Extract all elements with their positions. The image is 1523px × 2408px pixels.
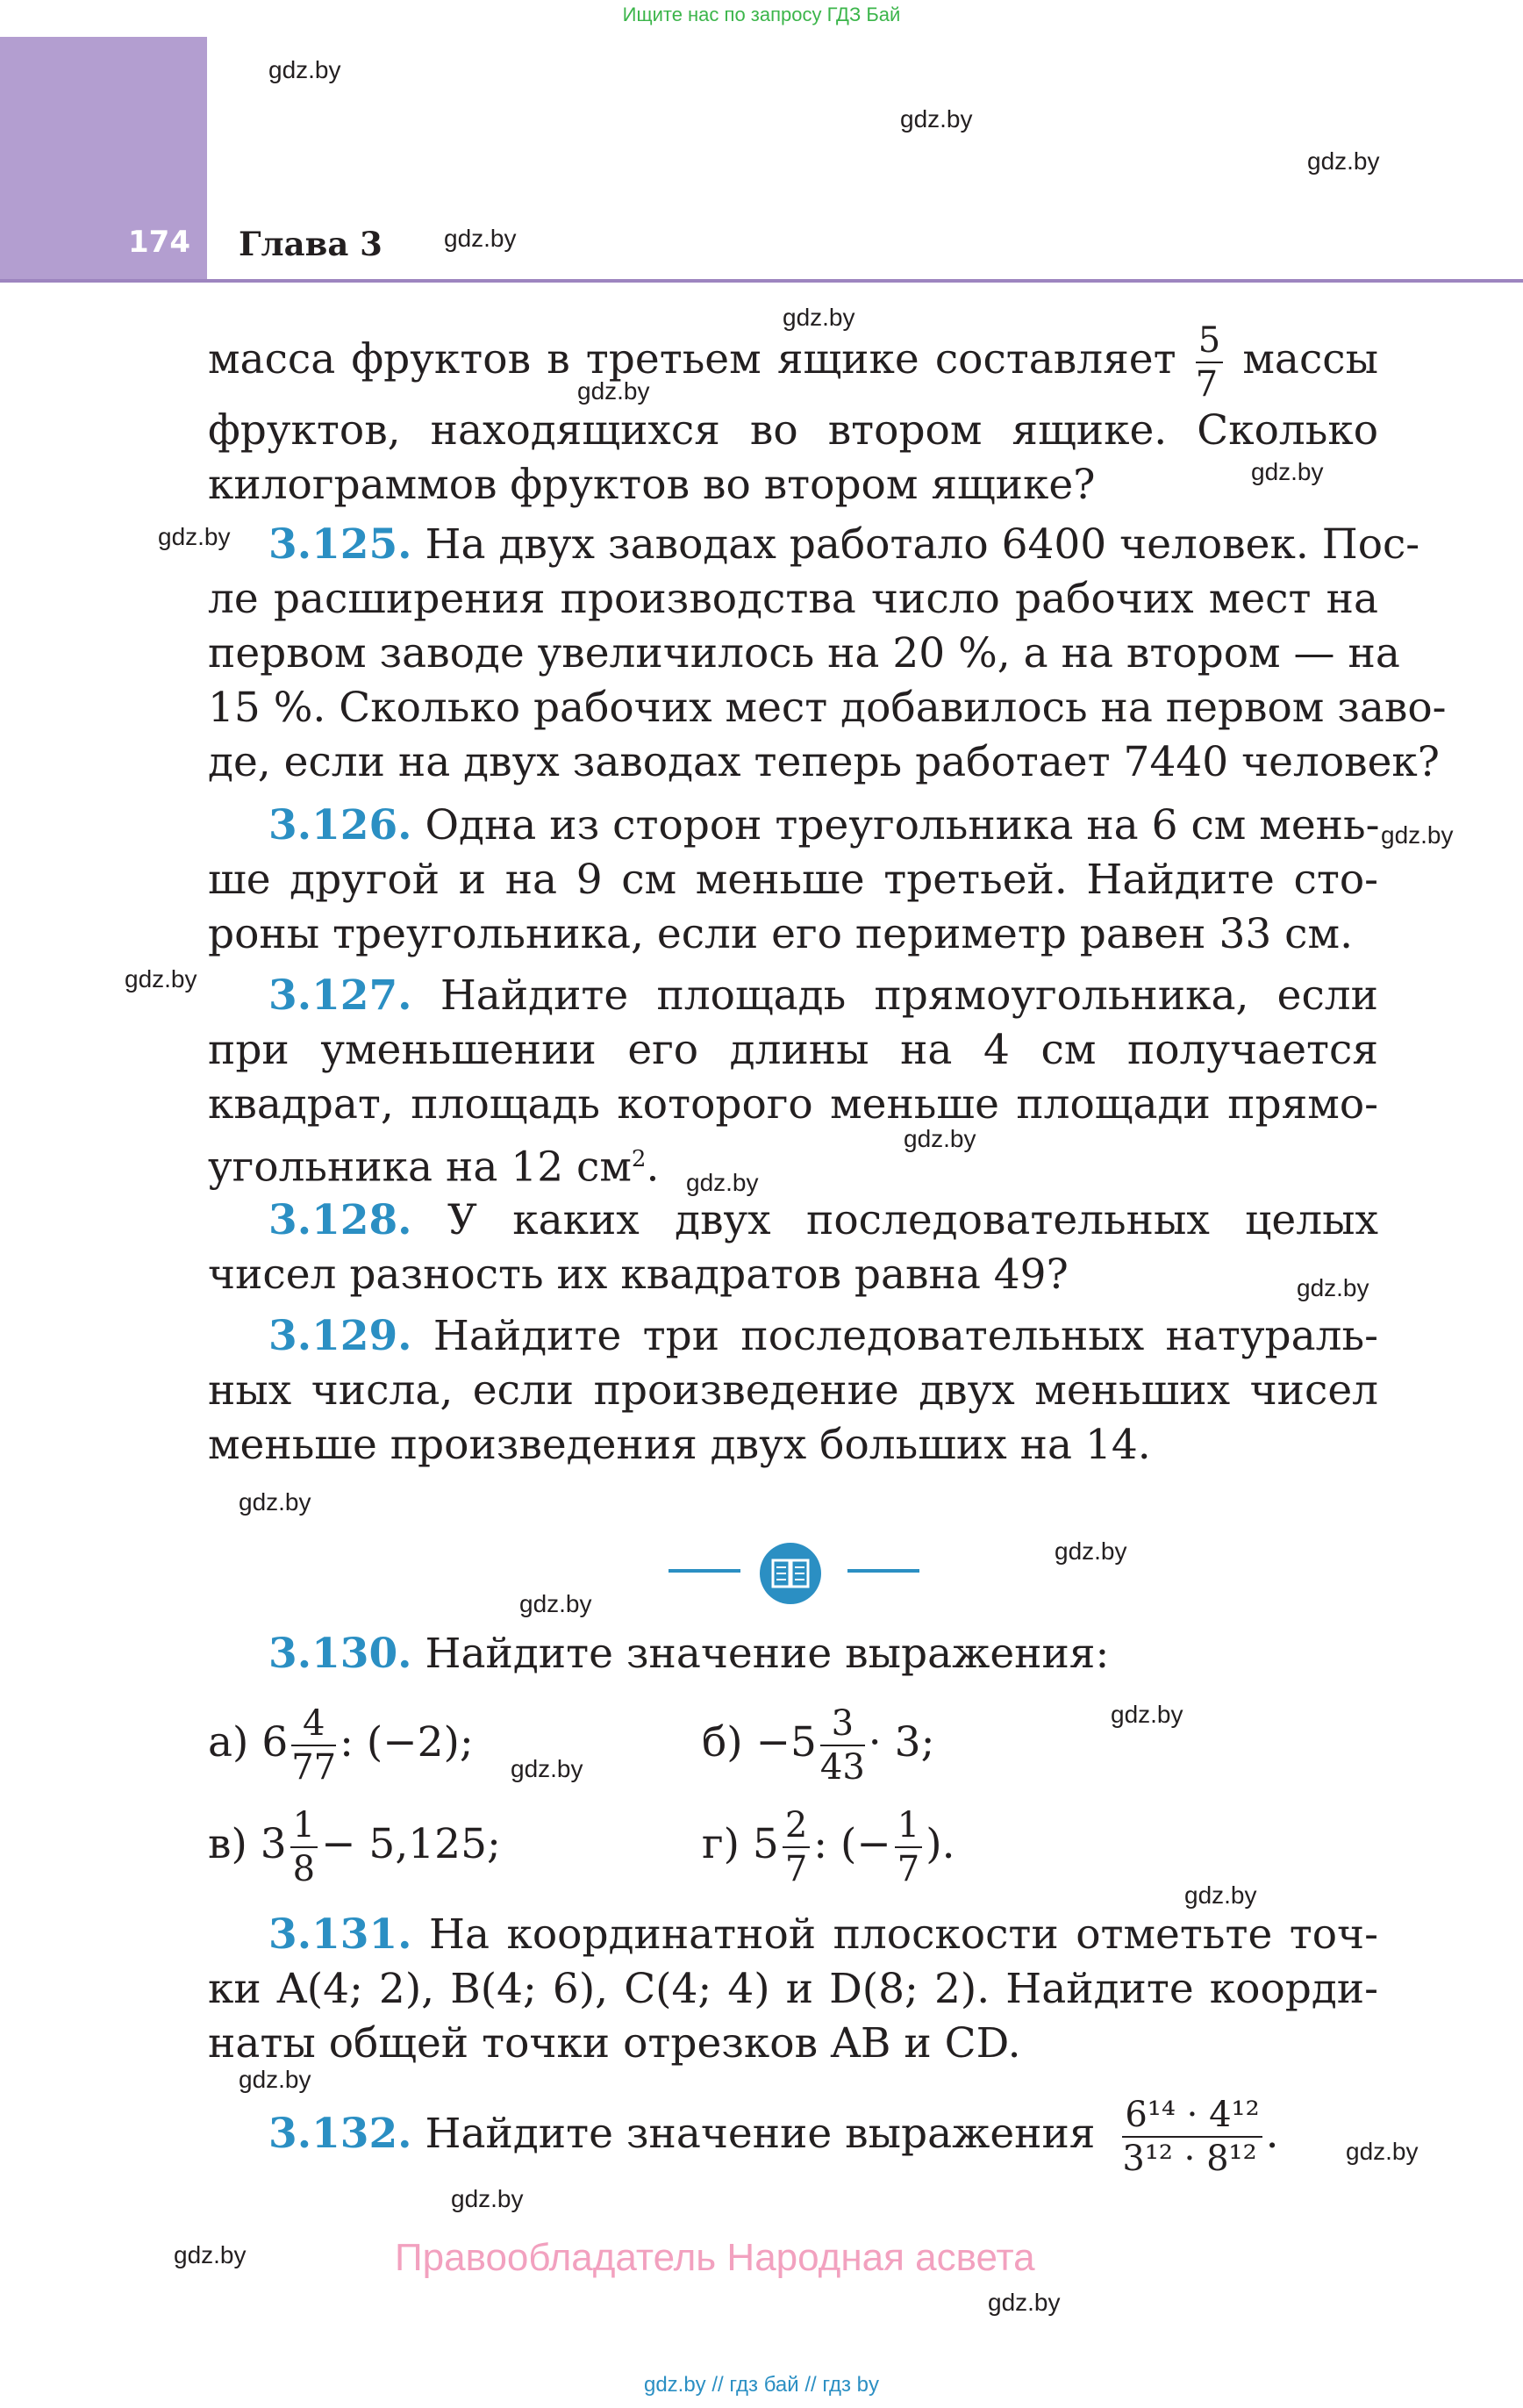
watermark: gdz.by	[1297, 1274, 1369, 1301]
task-130-a: а) 6 $\frac{4}{77}$ : (−2);	[208, 1703, 474, 1788]
text-line: килограммов фруктов во втором ящике?	[208, 461, 1096, 509]
text-line: ле расширения производства число рабочих мест на	[208, 575, 1378, 623]
problem-3-125: 3.125. На двух заводах работало 6400 человек. Пос-	[268, 520, 1420, 569]
watermark: gdz.by	[1111, 1701, 1183, 1728]
fraction: $\frac{5}{7}$	[1196, 323, 1223, 402]
text-line: меньше произведения двух больших на 14.	[208, 1421, 1151, 1469]
watermark: gdz.by	[239, 2066, 311, 2093]
problem-number: 3.129.	[268, 1312, 412, 1360]
watermark: gdz.by	[1055, 1537, 1127, 1565]
watermark: gdz.by	[900, 105, 973, 133]
problem-number: 3.130.	[268, 1630, 412, 1678]
text-line: 15 %. Сколько рабочих мест добавилось на первом заво-	[208, 684, 1447, 732]
top-banner[interactable]: Ищите нас по запросу ГДЗ Бай	[622, 4, 901, 25]
watermark: gdz.by	[519, 1590, 592, 1617]
problem-3-131: 3.131. На координатной плоскости отметьте точ-	[268, 1910, 1378, 1959]
watermark: gdz.by	[158, 523, 231, 550]
problem-number: 3.125.	[268, 520, 412, 569]
watermark: gdz.by	[268, 56, 341, 83]
page-number: 174	[128, 225, 190, 260]
problem-3-127: 3.127. Найдите площадь прямоугольника, если	[268, 971, 1378, 1020]
text-line: угольника на 12 $см^2$.	[208, 1143, 660, 1192]
problem-3-128: 3.128. У каких двух последовательных целых	[268, 1196, 1378, 1244]
text-line: чисел разность их квадратов равна 49?	[208, 1251, 1069, 1299]
watermark: gdz.by	[1346, 2138, 1419, 2165]
watermark: gdz.by	[1307, 147, 1380, 175]
problem-number: 3.127.	[268, 971, 412, 1020]
problem-3-129: 3.129. Найдите три последовательных натураль-	[268, 1312, 1378, 1360]
watermark: gdz.by	[1184, 1881, 1257, 1909]
text-line: первом заводе увеличилось на 20 %, а на втором — на	[208, 629, 1400, 677]
text-segment: масса фруктов в третьем ящике составляет	[208, 335, 1176, 383]
text-line: квадрат, площадь которого меньше площади прямо-	[208, 1080, 1378, 1129]
header-divider	[0, 279, 1523, 283]
text-line: фруктов, находящихся во втором ящике. Сколько	[208, 406, 1378, 455]
watermark: gdz.by	[577, 377, 650, 405]
text-line: роны треугольника, если его периметр равен 33 см.	[208, 910, 1354, 958]
footer-links[interactable]: gdz.by // гдз бай // гдз by	[643, 2373, 880, 2397]
text-segment: массы	[1242, 335, 1378, 383]
text-line: наты общей точки отрезков AB и CD.	[208, 2019, 1021, 2068]
watermark: gdz.by	[174, 2241, 247, 2268]
watermark: gdz.by	[125, 965, 197, 993]
watermark: gdz.by	[239, 1488, 311, 1516]
watermark: gdz.by	[451, 2185, 524, 2212]
fraction: $\frac{\text{6¹⁴ · 4¹²}}{\text{3¹² · 8¹²}}$	[1122, 2097, 1262, 2176]
section-divider-right	[847, 1569, 919, 1573]
text-line: при уменьшении его длины на 4 см получается	[208, 1026, 1378, 1074]
text-line: ше другой и на 9 см меньше третьей. Найдите сто-	[208, 856, 1378, 904]
watermark: gdz.by	[444, 225, 517, 252]
copyright-notice: Правообладатель Народная асвета	[395, 2236, 1035, 2279]
task-130-c: в) 3 $\frac{1}{8}$ − 5,125;	[208, 1805, 501, 1889]
watermark: gdz.by	[783, 304, 855, 331]
text-line: ных числа, если произведение двух меньших чисел	[208, 1366, 1378, 1415]
watermark: gdz.by	[1251, 458, 1324, 485]
watermark: gdz.by	[686, 1169, 759, 1196]
superscript: 2	[631, 1146, 647, 1172]
problem-number: 3.131.	[268, 1910, 412, 1959]
task-130-d: г) 5 $\frac{2}{7}$ : (− $\frac{1}{7}$ ).	[702, 1805, 955, 1889]
watermark: gdz.by	[511, 1755, 583, 1782]
problem-number: 3.128.	[268, 1196, 412, 1244]
section-divider-left	[669, 1569, 740, 1573]
watermark: gdz.by	[1381, 821, 1454, 849]
problem-3-130: 3.130. Найдите значение выражения:	[268, 1630, 1110, 1678]
watermark: gdz.by	[988, 2289, 1061, 2316]
book-icon	[760, 1543, 821, 1604]
problem-number: 3.132.	[268, 2110, 412, 2158]
watermark: gdz.by	[904, 1125, 976, 1152]
text-line	[208, 320, 1378, 405]
problem-3-126: 3.126. Одна из сторон треугольника на 6 см мень-	[268, 801, 1380, 849]
task-130-b: б) −5 $\frac{3}{43}$ · 3;	[702, 1703, 935, 1788]
text-line: ки A(4; 2), B(4; 6), C(4; 4) и D(8; 2). Найдите коорди-	[208, 1965, 1378, 2013]
problem-number: 3.126.	[268, 801, 412, 849]
text-line: де, если на двух заводах теперь работает 7440 человек?	[208, 738, 1440, 786]
problem-3-132: 3.132. Найдите значение выражения $\frac{\text{6¹⁴ · 4¹²}}{\text{3¹² · 8¹²}}$ .	[268, 2095, 1279, 2179]
chapter-title: Глава 3	[239, 225, 383, 263]
